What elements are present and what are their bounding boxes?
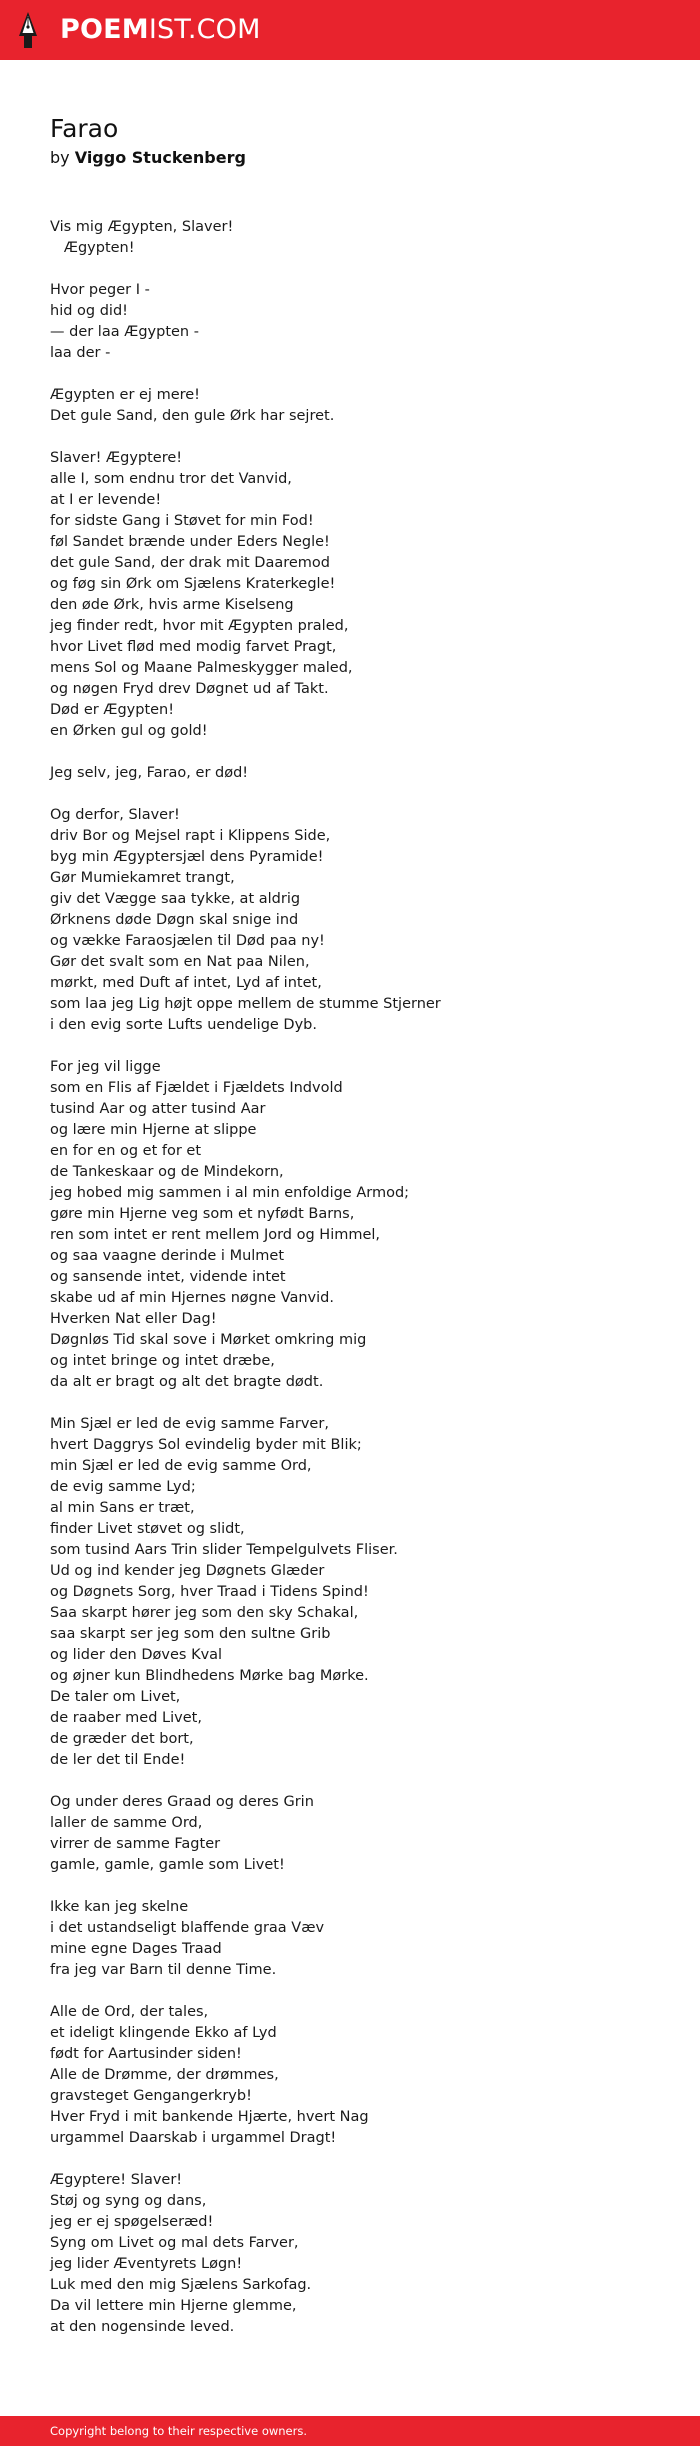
stanza-gap	[50, 1981, 670, 2002]
poem-line: Luk med den mig Sjælens Sarkofag.	[50, 2277, 312, 2293]
pen-nib-icon[interactable]	[16, 10, 40, 50]
poem-title: Farao	[50, 114, 119, 143]
poem-line: som en Flis af Fjældet i Fjældets Indvold	[50, 1080, 343, 1096]
poem-line: skabe ud af min Hjernes nøgne Vanvid.	[50, 1290, 334, 1306]
poem-line: og Døgnets Sorg, hver Traad i Tidens Spind!	[50, 1584, 369, 1600]
poem-line: at den nogensinde leved.	[50, 2319, 235, 2335]
poem-line: og lider den Døves Kval	[50, 1647, 223, 1663]
stanza-gap	[50, 1036, 670, 1057]
poem-line: det gule Sand, der drak mit Daaremod	[50, 555, 330, 571]
poem-line: Ægypten er ej mere!	[50, 387, 200, 403]
logo-bold-text: POEM	[60, 14, 149, 45]
poem-line: byg min Ægyptersjæl dens Pyramide!	[50, 849, 324, 865]
poem-line: Støj og syng og dans,	[50, 2193, 207, 2209]
poem-line: Hvor peger I -	[50, 282, 150, 298]
poem-line: og intet bringe og intet dræbe,	[50, 1353, 275, 1369]
poem-line: fra jeg var Barn til denne Time.	[50, 1962, 277, 1978]
poem-line: Døgnløs Tid skal sove i Mørket omkring mig	[50, 1332, 367, 1348]
logo-light-text: IST.COM	[148, 14, 261, 45]
poem-line: Gør det svalt som en Nat paa Nilen,	[50, 954, 310, 970]
poem-line: Saa skarpt hører jeg som den sky Schakal,	[50, 1605, 359, 1621]
poem-line: som tusind Aars Trin slider Tempelgulvets Fliser.	[50, 1542, 398, 1558]
poem-line: et ideligt klingende Ekko af Lyd	[50, 2025, 277, 2041]
poem-line: mine egne Dages Traad	[50, 1941, 222, 1957]
stanza-gap	[50, 364, 670, 385]
poem-line: i den evig sorte Lufts uendelige Dyb.	[50, 1017, 317, 1033]
stanza-gap	[50, 742, 670, 763]
poem-line: at I er levende!	[50, 492, 162, 508]
poem-line: Alle de Drømme, der drømmes,	[50, 2067, 279, 2083]
poem-line: da alt er bragt og alt det bragte dødt.	[50, 1374, 324, 1390]
poem-line: og sansende intet, vidende intet	[50, 1269, 286, 1285]
poem-byline	[50, 146, 246, 170]
stanza-gap	[50, 784, 670, 805]
poem-line: Min Sjæl er led de evig samme Farver,	[50, 1416, 329, 1432]
poem-line: Ud og ind kender jeg Døgnets Glæder	[50, 1563, 325, 1579]
poem-line: virrer de samme Fagter	[50, 1836, 221, 1852]
poem-line: hvor Livet flød med modig farvet Pragt,	[50, 639, 337, 655]
poem-line: Død er Ægypten!	[50, 702, 175, 718]
poem-line: mørkt, med Duft af intet, Lyd af intet,	[50, 975, 322, 991]
poem-line: for sidste Gang i Støvet for min Fod!	[50, 513, 314, 529]
poem-line: Slaver! Ægyptere!	[50, 450, 183, 466]
poem-line: gravsteget Gengangerkryb!	[50, 2088, 252, 2104]
poem-line: Hver Fryd i mit bankende Hjærte, hvert Nag	[50, 2109, 369, 2125]
poem-line: gamle, gamle, gamle som Livet!	[50, 1857, 285, 1873]
poem-line: Alle de Ord, der tales,	[50, 2004, 209, 2020]
poem-line: laller de samme Ord,	[50, 1815, 203, 1831]
poem-line: og lære min Hjerne at slippe	[50, 1122, 257, 1138]
poem-line: laa der -	[50, 345, 111, 361]
poem-line: alle I, som endnu tror det Vanvid,	[50, 471, 292, 487]
stanza-gap	[50, 259, 670, 280]
poem-line: ren som intet er rent mellem Jord og Himmel,	[50, 1227, 381, 1243]
poem-line: al min Sans er træt,	[50, 1500, 195, 1516]
poem-line: som laa jeg Lig højt oppe mellem de stumme Stjerner	[50, 996, 441, 1012]
poem-line: Ikke kan jeg skelne	[50, 1899, 189, 1915]
poem-line: og øjner kun Blindhedens Mørke bag Mørke.	[50, 1668, 369, 1684]
poem-line: Hverken Nat eller Dag!	[50, 1311, 217, 1327]
poem-line: de Tankeskaar og de Mindekorn,	[50, 1164, 284, 1180]
poem-line: jeg er ej spøgelseræd!	[50, 2214, 214, 2230]
poem-line: og føg sin Ørk om Sjælens Kraterkegle!	[50, 576, 336, 592]
poem-line: Da vil lettere min Hjerne glemme,	[50, 2298, 297, 2314]
poem-line: Jeg selv, jeg, Farao, er død!	[50, 765, 249, 781]
poem-line: en Ørken gul og gold!	[50, 723, 208, 739]
poem-line: Og derfor, Slaver!	[50, 807, 180, 823]
poem-line: de raaber med Livet,	[50, 1710, 202, 1726]
poem-line: Syng om Livet og mal dets Farver,	[50, 2235, 299, 2251]
poem-line: tusind Aar og atter tusind Aar	[50, 1101, 266, 1117]
poem-line: — der laa Ægypten -	[50, 324, 199, 340]
stanza-gap	[50, 2149, 670, 2170]
poem-line: Og under deres Graad og deres Grin	[50, 1794, 314, 1810]
poem-body	[50, 217, 670, 2338]
poem-author[interactable]: Viggo Stuckenberg	[74, 148, 246, 167]
byline-prefix: by	[50, 148, 70, 167]
poem-line: urgammel Daarskab i urgammel Dragt!	[50, 2130, 337, 2146]
site-header	[0, 0, 700, 60]
site-logo[interactable]	[60, 14, 261, 46]
poem-line: og saa vaagne derinde i Mulmet	[50, 1248, 285, 1264]
poem-line: jeg lider Æventyrets Løgn!	[50, 2256, 243, 2272]
poem-line: de evig samme Lyd;	[50, 1479, 196, 1495]
poem-line: i det ustandseligt blaffende graa Væv	[50, 1920, 325, 1936]
poem-line: giv det Vægge saa tykke, at aldrig	[50, 891, 301, 907]
poem-line: den øde Ørk, hvis arme Kiselseng	[50, 597, 294, 613]
poem-line: jeg hobed mig sammen i al min enfoldige Armod;	[50, 1185, 410, 1201]
poem-line: Ægyptere! Slaver!	[50, 2172, 183, 2188]
poem-line: min Sjæl er led de evig samme Ord,	[50, 1458, 312, 1474]
poem-line: og nøgen Fryd drev Døgnet ud af Takt.	[50, 681, 329, 697]
poem-line: hid og did!	[50, 303, 128, 319]
stanza-gap	[50, 1876, 670, 1897]
poem-line: De taler om Livet,	[50, 1689, 181, 1705]
site-footer	[0, 2416, 700, 2446]
poem-line: mens Sol og Maane Palmeskygger maled,	[50, 660, 353, 676]
stanza-gap	[50, 1393, 670, 1414]
poem-line: jeg finder redt, hvor mit Ægypten praled,	[50, 618, 349, 634]
poem-line: Ægypten!	[50, 240, 135, 256]
poem-line: For jeg vil ligge	[50, 1059, 161, 1075]
poem-line: de ler det til Ende!	[50, 1752, 186, 1768]
copyright-notice: Copyright belong to their respective owners.	[50, 2424, 308, 2438]
stanza-gap	[50, 427, 670, 448]
poem-line: gøre min Hjerne veg som et nyfødt Barns,	[50, 1206, 355, 1222]
poem-line: Ørknens døde Døgn skal snige ind	[50, 912, 299, 928]
stanza-gap	[50, 1771, 670, 1792]
poem-line: født for Aartusinder siden!	[50, 2046, 242, 2062]
poem-line: en for en og et for et	[50, 1143, 202, 1159]
poem-line: de græder det bort,	[50, 1731, 194, 1747]
poem-line: finder Livet støvet og slidt,	[50, 1521, 245, 1537]
poem-line: Gør Mumiekamret trangt,	[50, 870, 235, 886]
poem-line: og vække Faraosjælen til Død paa ny!	[50, 933, 325, 949]
poem-line: hvert Daggrys Sol evindelig byder mit Blik;	[50, 1437, 362, 1453]
poem-line: driv Bor og Mejsel rapt i Klippens Side,	[50, 828, 331, 844]
poem-line: Det gule Sand, den gule Ørk har sejret.	[50, 408, 335, 424]
poem-line: saa skarpt ser jeg som den sultne Grib	[50, 1626, 331, 1642]
poem-line: Vis mig Ægypten, Slaver!	[50, 219, 234, 235]
poem-line: føl Sandet brænde under Eders Negle!	[50, 534, 330, 550]
